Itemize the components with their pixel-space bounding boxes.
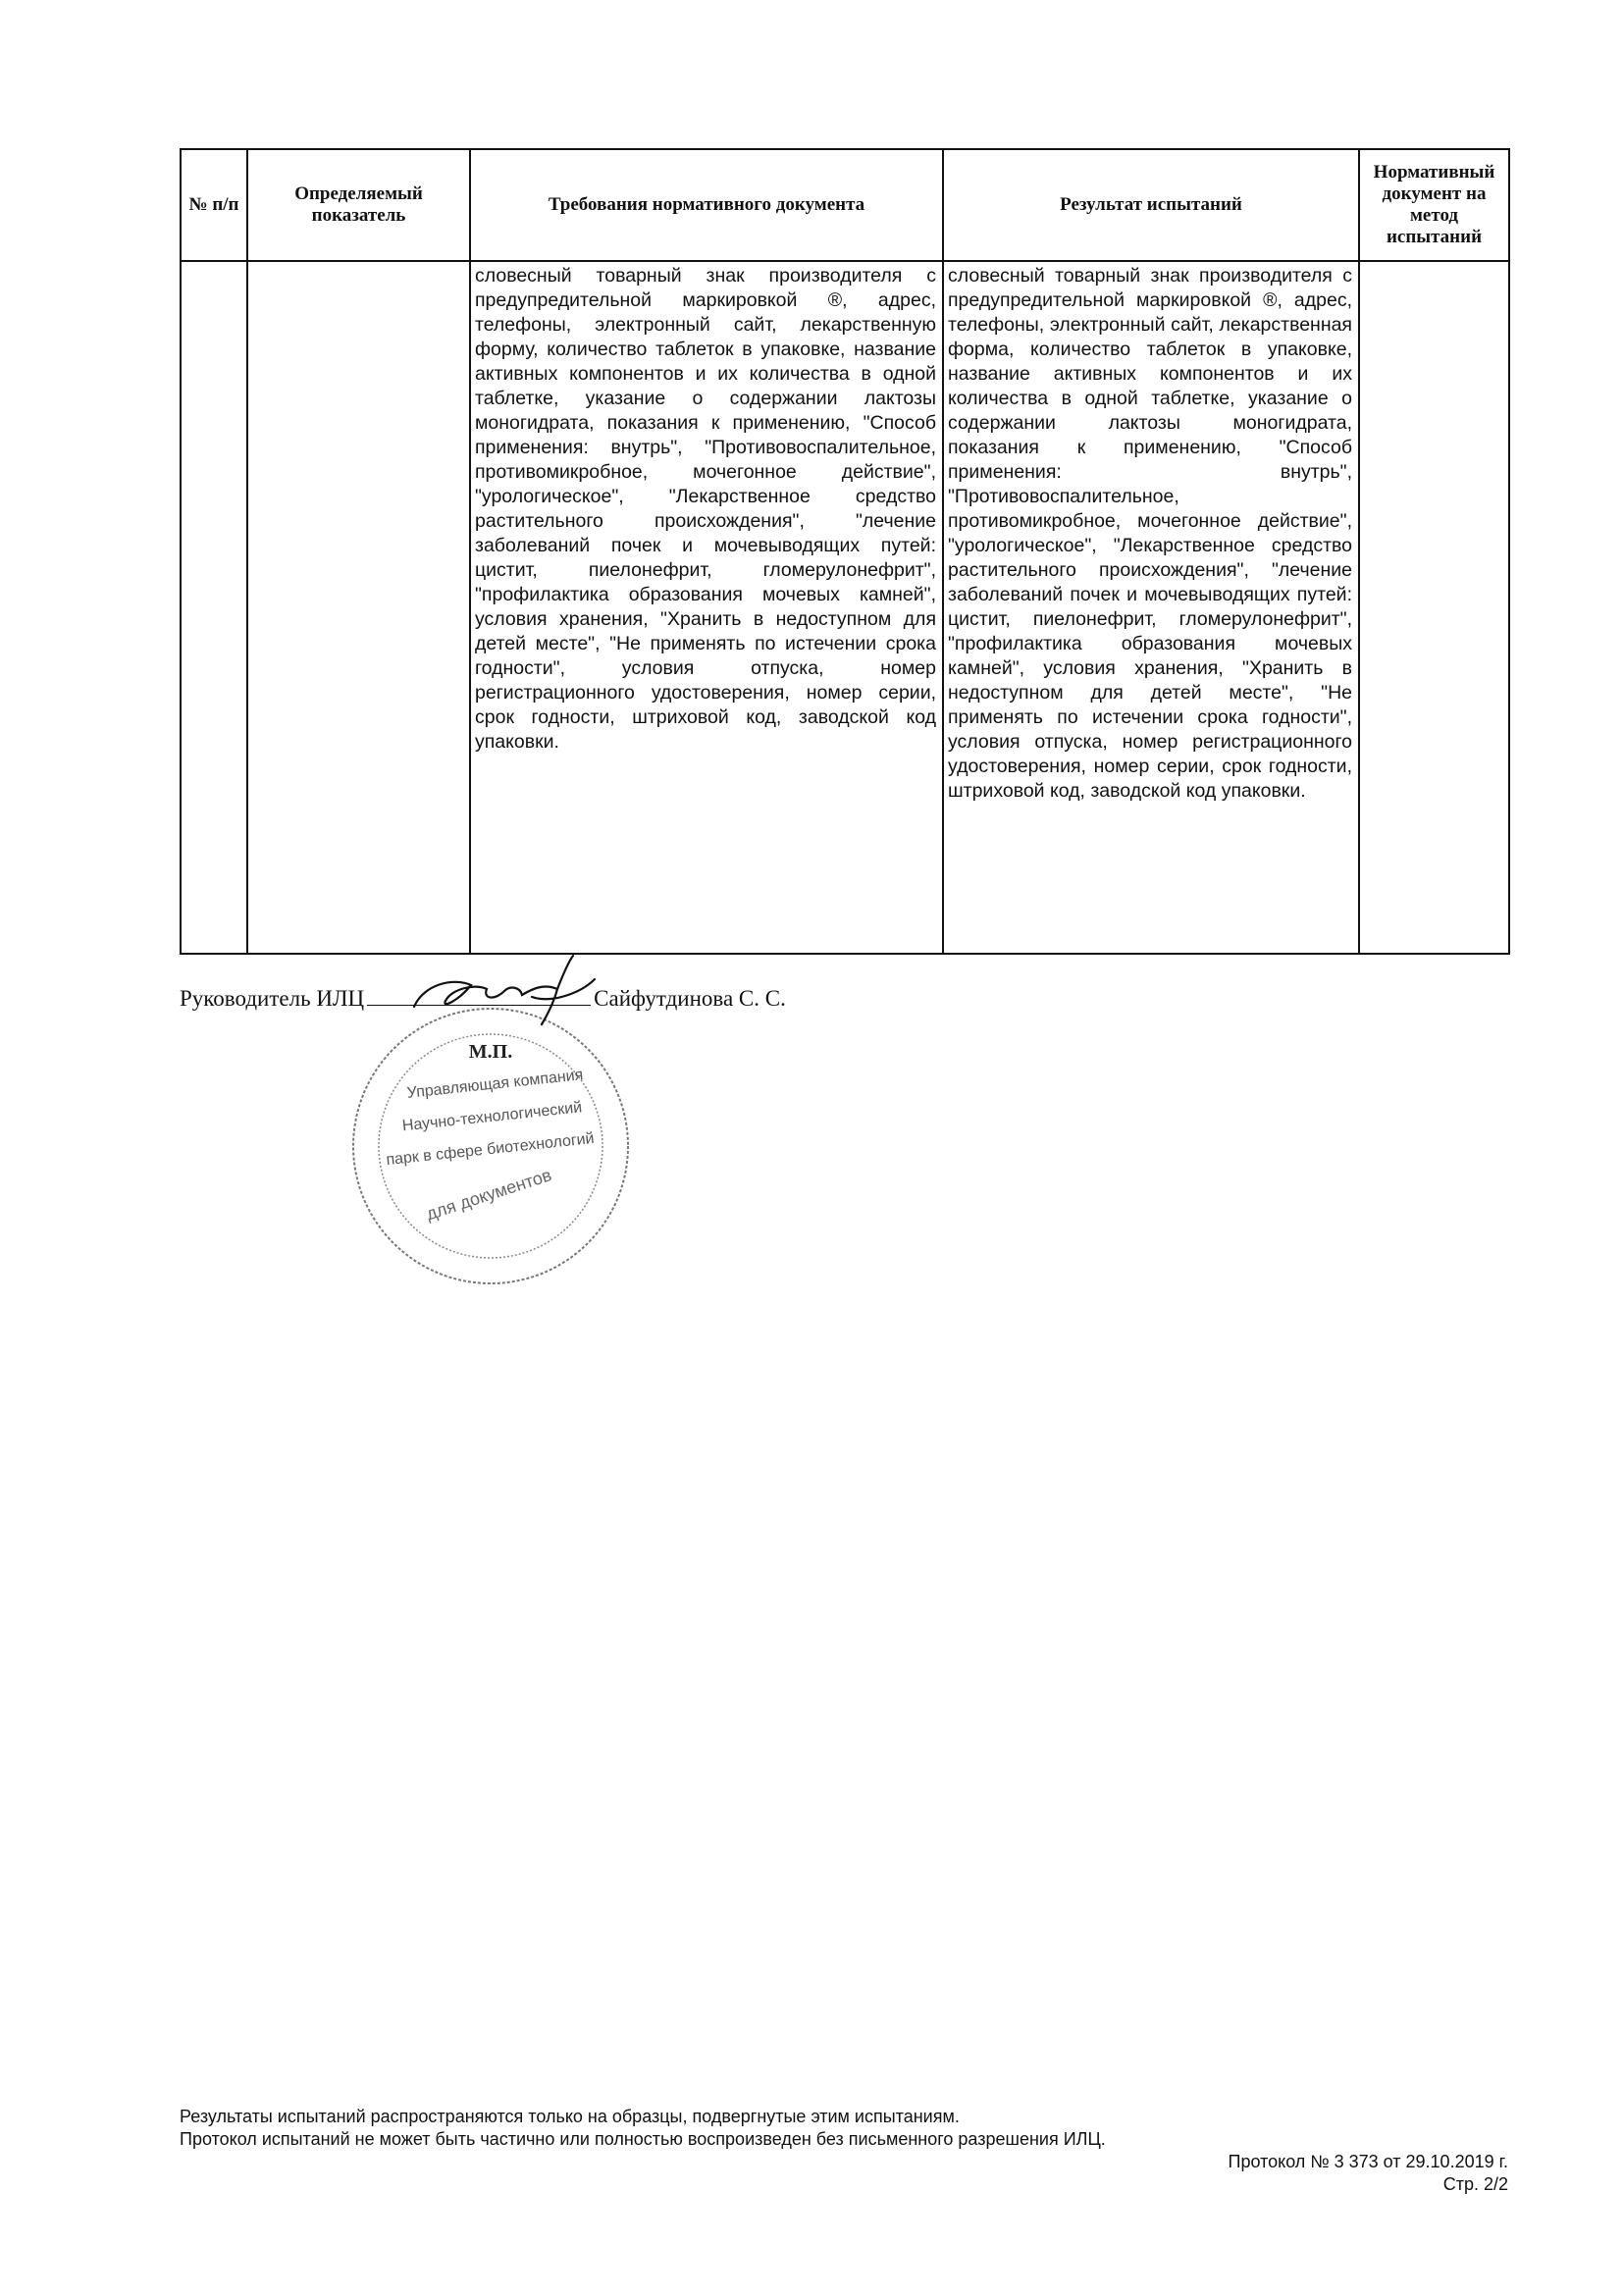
handwritten-signature bbox=[385, 950, 610, 1028]
col-header-requirement: Требования нормативного документа bbox=[470, 149, 943, 261]
results-table bbox=[180, 148, 1510, 955]
page-footer bbox=[180, 2106, 1508, 2196]
signature-role: Руководитель ИЛЦ bbox=[180, 986, 365, 1011]
footer-note-1: Результаты испытаний распространяются только на образцы, подвергнутые этим испытаниям. bbox=[180, 2107, 960, 2126]
table-header-row bbox=[181, 149, 1509, 261]
footer-note-2: Протокол испытаний не может быть частично или полностью воспроизведен без письменного разрешения ИЛЦ. bbox=[180, 2129, 1106, 2149]
col-header-number: № п/п bbox=[181, 149, 247, 261]
col-header-indicator: Определяемый показатель bbox=[247, 149, 470, 261]
organization-stamp bbox=[343, 999, 638, 1293]
cell-method bbox=[1359, 261, 1509, 954]
cell-requirement: словесный товарный знак производителя с предупредительной маркировкой ®, адрес, телефоны, электронный сайт, лекарственную форму, количество таблеток в упаковке, название активных компонентов и их количества в одной таблетке, указание о содержании лактозы моногидрата, показания к применению, "Способ применения: внутрь", "Противовоспалительное, противомикробное, мочегонное действие", "урологическое", "Лекарственное средство растительного происхождения", "лечение заболеваний почек и мочевыводящих путей: цистит, пиелонефрит, гломерулонефрит", "профилактика образования мочевых камней", условия хранения, "Хранить в недоступном для детей месте", "Не применять по истечении срока годности", условия отпуска, номер регистрационного удостоверения, номер серии, срок годности, штриховой код, заводской код упаковки. bbox=[470, 261, 943, 954]
cell-number bbox=[181, 261, 247, 954]
page-number: Стр. 2/2 bbox=[1442, 2174, 1508, 2194]
col-header-result: Результат испытаний bbox=[943, 149, 1359, 261]
stamp-line-1: Управляющая компания bbox=[405, 1067, 585, 1102]
cell-indicator bbox=[247, 261, 470, 954]
protocol-number: Протокол № 3 373 от 29.10.2019 г. bbox=[1228, 2152, 1508, 2171]
col-header-method: Нормативный документ на метод испытаний bbox=[1359, 149, 1509, 261]
stamp-mp: М.П. bbox=[468, 1041, 513, 1063]
cell-result: словесный товарный знак производителя с предупредительной маркировкой ®, адрес, телефоны, электронный сайт, лекарственная форма, количество таблеток в упаковке, название активных компонентов и их количества в одной таблетке, указание о содержании лактозы моногидрата, показания к применению, "Способ применения: внутрь", "Противовоспалительное, противомикробное, мочегонное действие", "урологическое", "Лекарственное средство растительного происхождения", "лечение заболеваний почек и мочевыводящих путей: цистит, пиелонефрит, гломерулонефрит", "профилактика образования мочевых камней", условия хранения, "Хранить в недоступном для детей месте", "Не применять по истечении срока годности", условия отпуска, номер регистрационного удостоверения, номер серии, срок годности, штриховой код, заводской код упаковки. bbox=[943, 261, 1359, 954]
stamp-line-4: для документов bbox=[423, 1165, 554, 1225]
stamp-line-3: парк в сфере биотехнологий bbox=[385, 1129, 596, 1170]
table-row bbox=[181, 261, 1509, 954]
stamp-line-2: Научно-технологический bbox=[401, 1099, 583, 1135]
signature-name: Сайфутдинова С. С. bbox=[594, 986, 786, 1011]
